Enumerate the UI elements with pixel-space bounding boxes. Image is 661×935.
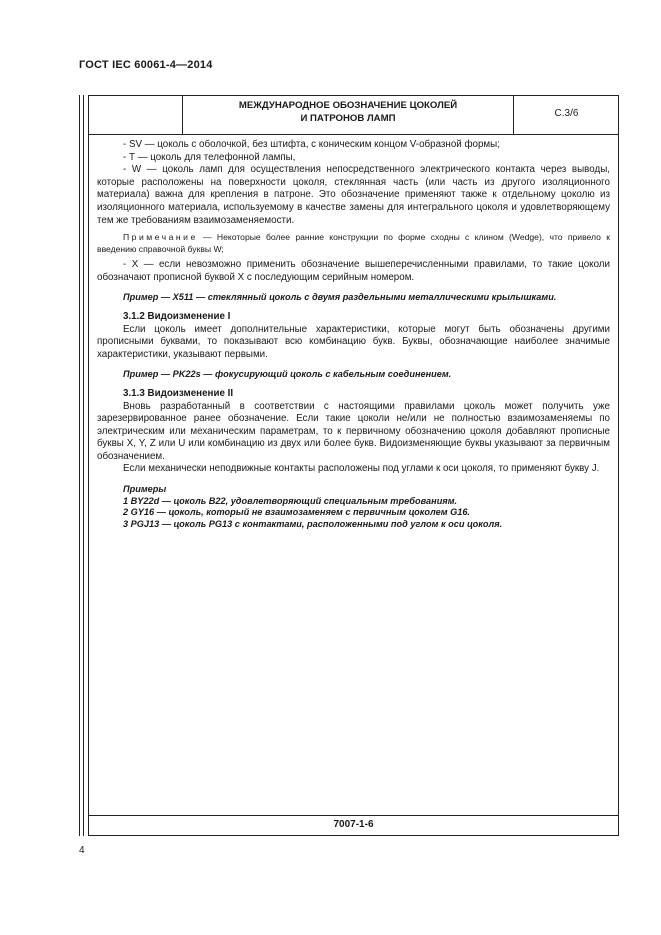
- example: Пример — PK22s — фокусирующий цоколь с кабельным соединением.: [123, 369, 452, 380]
- header-sheet-cell: [513, 96, 619, 134]
- sheet-header: [89, 96, 618, 135]
- header-title-line: И ПАТРОНОВ ЛАМП: [300, 112, 396, 124]
- list-item: - SV — цоколь с оболочкой, без штифта, с коническим концом V-образной формы;: [123, 139, 500, 150]
- header-title: [183, 100, 513, 125]
- sheet-number: С.3/6: [554, 108, 579, 119]
- header-title-line: МЕЖДУНАРОДНОЕ ОБОЗНАЧЕНИЕ ЦОКОЛЕЙ: [238, 100, 458, 111]
- sheet-code: 7007-1-6: [333, 819, 374, 830]
- example-item: 3 PGJ13 — цоколь PG13 с контактами, расположенными под углом к оси цоколя.: [123, 518, 503, 529]
- example: Пример — X511 — стеклянный цоколь с двумя раздельными металлическими крылышками.: [123, 292, 557, 303]
- list-item: - Т — цоколь для телефонной лампы,: [123, 151, 296, 163]
- paragraph: Если цоколь имеет дополнительные характеристики, которые могут быть обозначены другими прописными буквами, то показывают всю комбинацию букв. Буквы, обозначающие наиболее значимые характеристики, указывают первыми.: [97, 323, 610, 360]
- sheet-footer: [89, 815, 618, 835]
- section-heading: 3.1.3 Видоизменение II: [123, 387, 234, 399]
- header-blank-cell: [89, 96, 183, 134]
- note: [97, 231, 610, 255]
- example-item: 2 GY16 — цоколь, который не взаимозаменяем с первичным цоколем G16.: [123, 507, 471, 518]
- paragraph: Вновь разработанный в соответствии с настоящими правилами цоколь может получить уже зарезервированное ранее обозначение. Если такие цоколи не/или не полностью взаимозаменяемы по электрическим или механическим параметрам, то к первичному обозначению цоколя добавляют прописные буквы X, Y, Z или U или комбинацию из двух или более букв. Видоизменяющие буквы указывают за первичным обозначением.: [97, 400, 610, 462]
- example-item: 1 BY22d — цоколь B22, удовлетворяющий специальным требованиям.: [123, 495, 458, 506]
- note-text: — Некоторые более ранние конструкции по форме сходны с клином (Wedge), что привело к введению справочной буквы W;: [97, 232, 610, 255]
- section-heading: 3.1.2 Видоизменение I: [123, 310, 231, 322]
- sheet-frame: [88, 95, 619, 836]
- sheet-body: [97, 139, 610, 530]
- margin-rule: [83, 95, 84, 836]
- list-item: - X — если невозможно применить обозначение вышеперечисленными правилами, то такие цоколи обозначают прописной буквой X с последующим серийным номером.: [97, 259, 610, 283]
- note-label: Примечание: [123, 232, 198, 243]
- page-number: 4: [79, 845, 85, 856]
- examples-heading: Примеры: [123, 484, 167, 495]
- standard-code: ГОСТ IEC 60061-4—2014: [79, 59, 213, 71]
- list-item: - W — цоколь ламп для осуществления непосредственного электрического контакта через выводы, которые расположены на поверхности цоколя, стеклянная часть (или часть из другого изоляционного материала) важна для крепления в патроне. Это обозначение применяют также к отдельному цоколю из изоляционного материала, используемому в качестве замены для интегрального цоколя и удовлетворяющему тем же требованиям взаимозаменяемости.: [97, 164, 610, 226]
- margin-rule: [79, 95, 80, 836]
- paragraph: Если механически неподвижные контакты расположены под углами к оси цоколя, то применяют букву J.: [123, 463, 600, 475]
